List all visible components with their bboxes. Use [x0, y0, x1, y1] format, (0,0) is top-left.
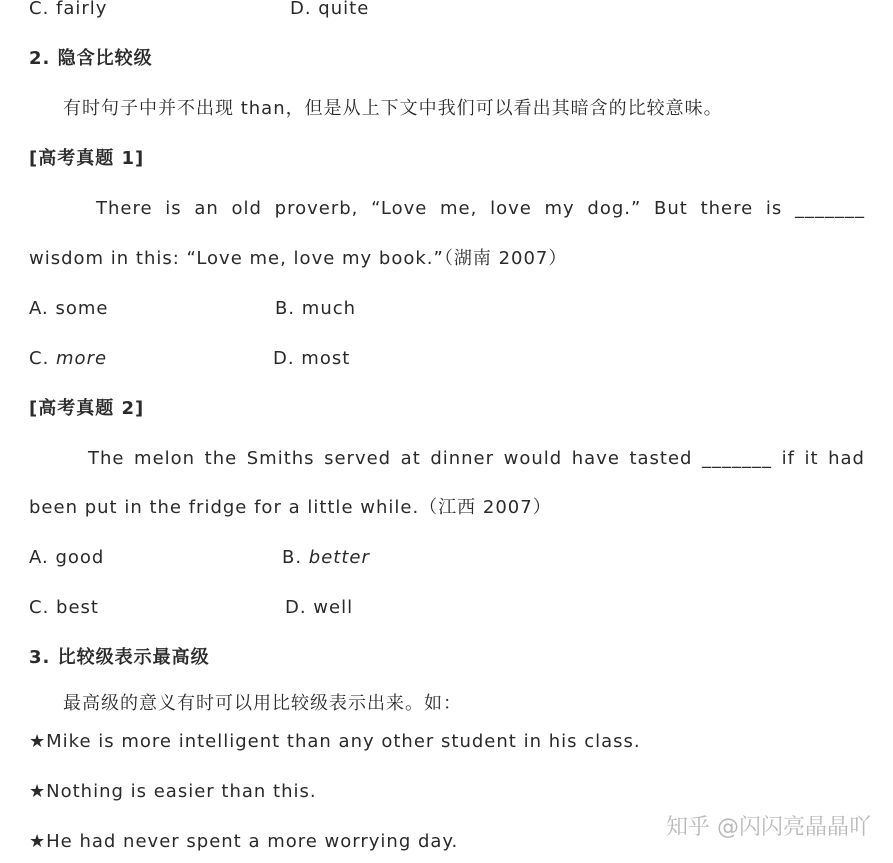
- question-1-line-2: wisdom in this: “Love me, love my book.”（湖南 2007）: [29, 248, 568, 269]
- q1-option-c-prefix: C.: [29, 348, 57, 369]
- section-2-heading: 2. 隐含比较级: [29, 48, 153, 69]
- section-3-description: 最高级的意义有时可以用比较级表示出来。如：: [63, 693, 462, 714]
- q2-option-b-answer: better: [308, 547, 370, 568]
- section-3-heading: 3. 比较级表示最高级: [29, 647, 210, 668]
- option-c-fairly: C. fairly: [29, 0, 108, 19]
- zhihu-watermark: 知乎 @闪闪亮晶晶吖: [666, 815, 871, 840]
- question-1-line-1: There is an old proverb, “Love me, love my dog.” But there is _______: [96, 198, 865, 219]
- q1-option-d: D. most: [273, 348, 351, 369]
- q1-option-b: B. much: [275, 298, 357, 319]
- option-d-quite: D. quite: [290, 0, 370, 19]
- q2-option-a: A. good: [29, 547, 105, 568]
- question-2-label: [高考真题 2]: [29, 398, 145, 419]
- q2-option-b-prefix: B.: [282, 547, 309, 568]
- q2-option-c: C. best: [29, 597, 99, 618]
- question-2-line-1: The melon the Smiths served at dinner would have tasted _______ if it had: [88, 448, 865, 469]
- q2-option-d: D. well: [285, 597, 354, 618]
- question-1-label: [高考真题 1]: [29, 148, 145, 169]
- q1-option-c-answer: more: [56, 348, 108, 369]
- example-sentence: ★Mike is more intelligent than any other student in his class.: [29, 731, 641, 752]
- section-2-description: 有时句子中并不出现 than，但是从上下文中我们可以看出其暗含的比较意味。: [63, 98, 723, 119]
- q1-option-c: [29, 347, 107, 371]
- example-sentence: ★He had never spent a more worrying day.: [29, 831, 459, 852]
- example-sentence: ★Nothing is easier than this.: [29, 781, 317, 802]
- q2-option-b: [282, 546, 370, 570]
- question-2-line-2: been put in the fridge for a little while.（江西 2007）: [29, 497, 552, 518]
- q1-option-a: A. some: [29, 298, 109, 319]
